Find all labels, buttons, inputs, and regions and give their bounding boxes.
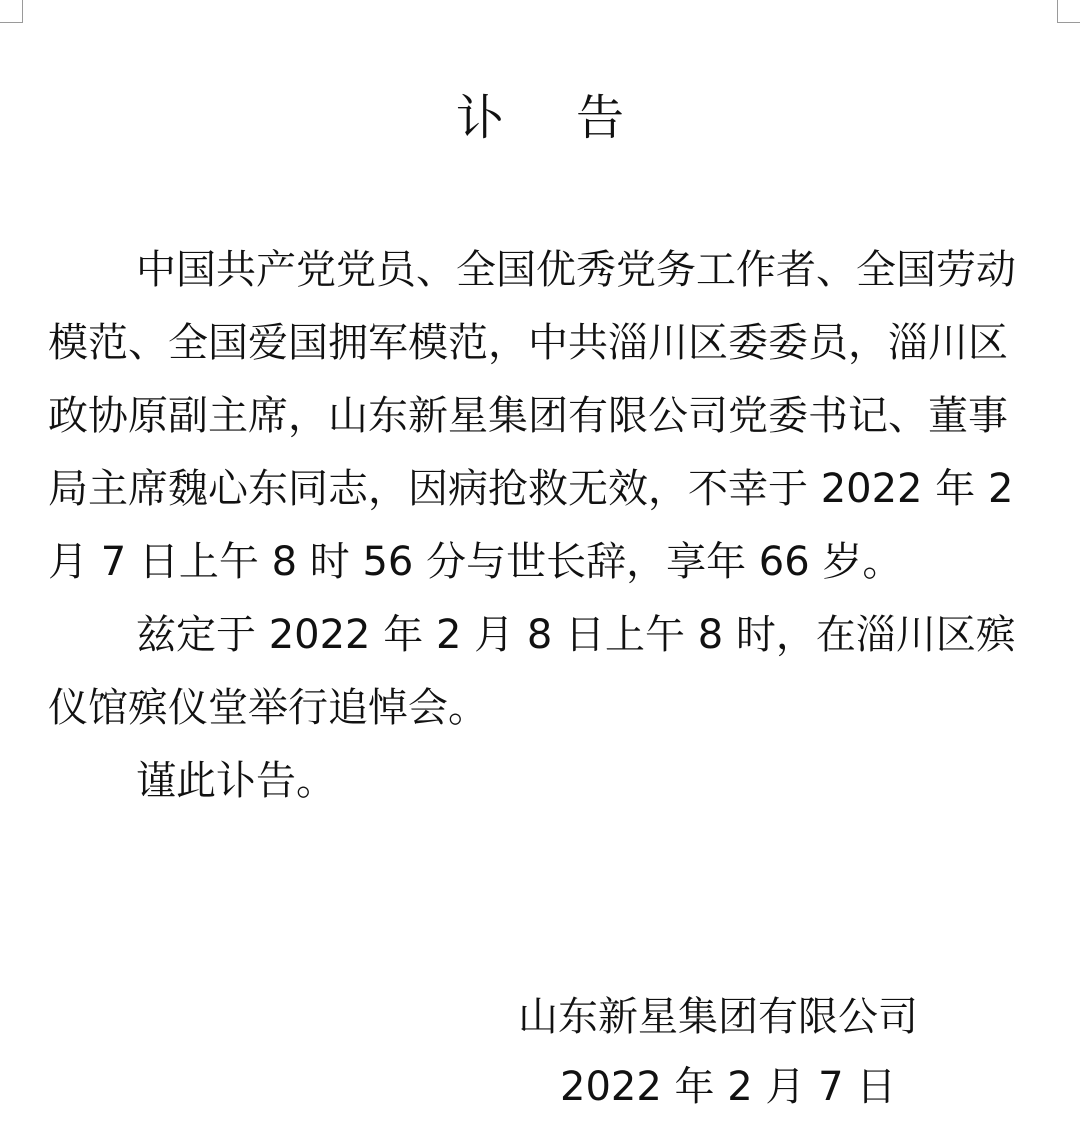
- document-body: [48, 234, 1038, 818]
- document-title: [0, 88, 1080, 148]
- crop-mark-top-left: [0, 0, 23, 23]
- title-char-1: 讣: [455, 90, 504, 146]
- signature-date: 2022 年 2 月 7 日: [560, 1064, 897, 1110]
- title-char-2: 告: [576, 90, 625, 146]
- paragraph-memorial: 兹定于 2022 年 2 月 8 日上午 8 时，在淄川区殡仪馆殡仪堂举行追悼会。: [48, 612, 1016, 731]
- paragraph-closing: 谨此讣告。: [136, 758, 336, 804]
- signature-organization: 山东新星集团有限公司: [518, 994, 918, 1040]
- paragraph-announcement: 中国共产党党员、全国优秀党务工作者、全国劳动模范、全国爱国拥军模范，中共淄川区委委员，淄川区政协原副主席，山东新星集团有限公司党委书记、董事局主席魏心东同志，因病抢救无效，不幸于 2022 年 2 月 7 日上午 8 时 56 分与世长辞，享年 66 岁。: [48, 247, 1016, 585]
- crop-mark-top-right: [1057, 0, 1080, 23]
